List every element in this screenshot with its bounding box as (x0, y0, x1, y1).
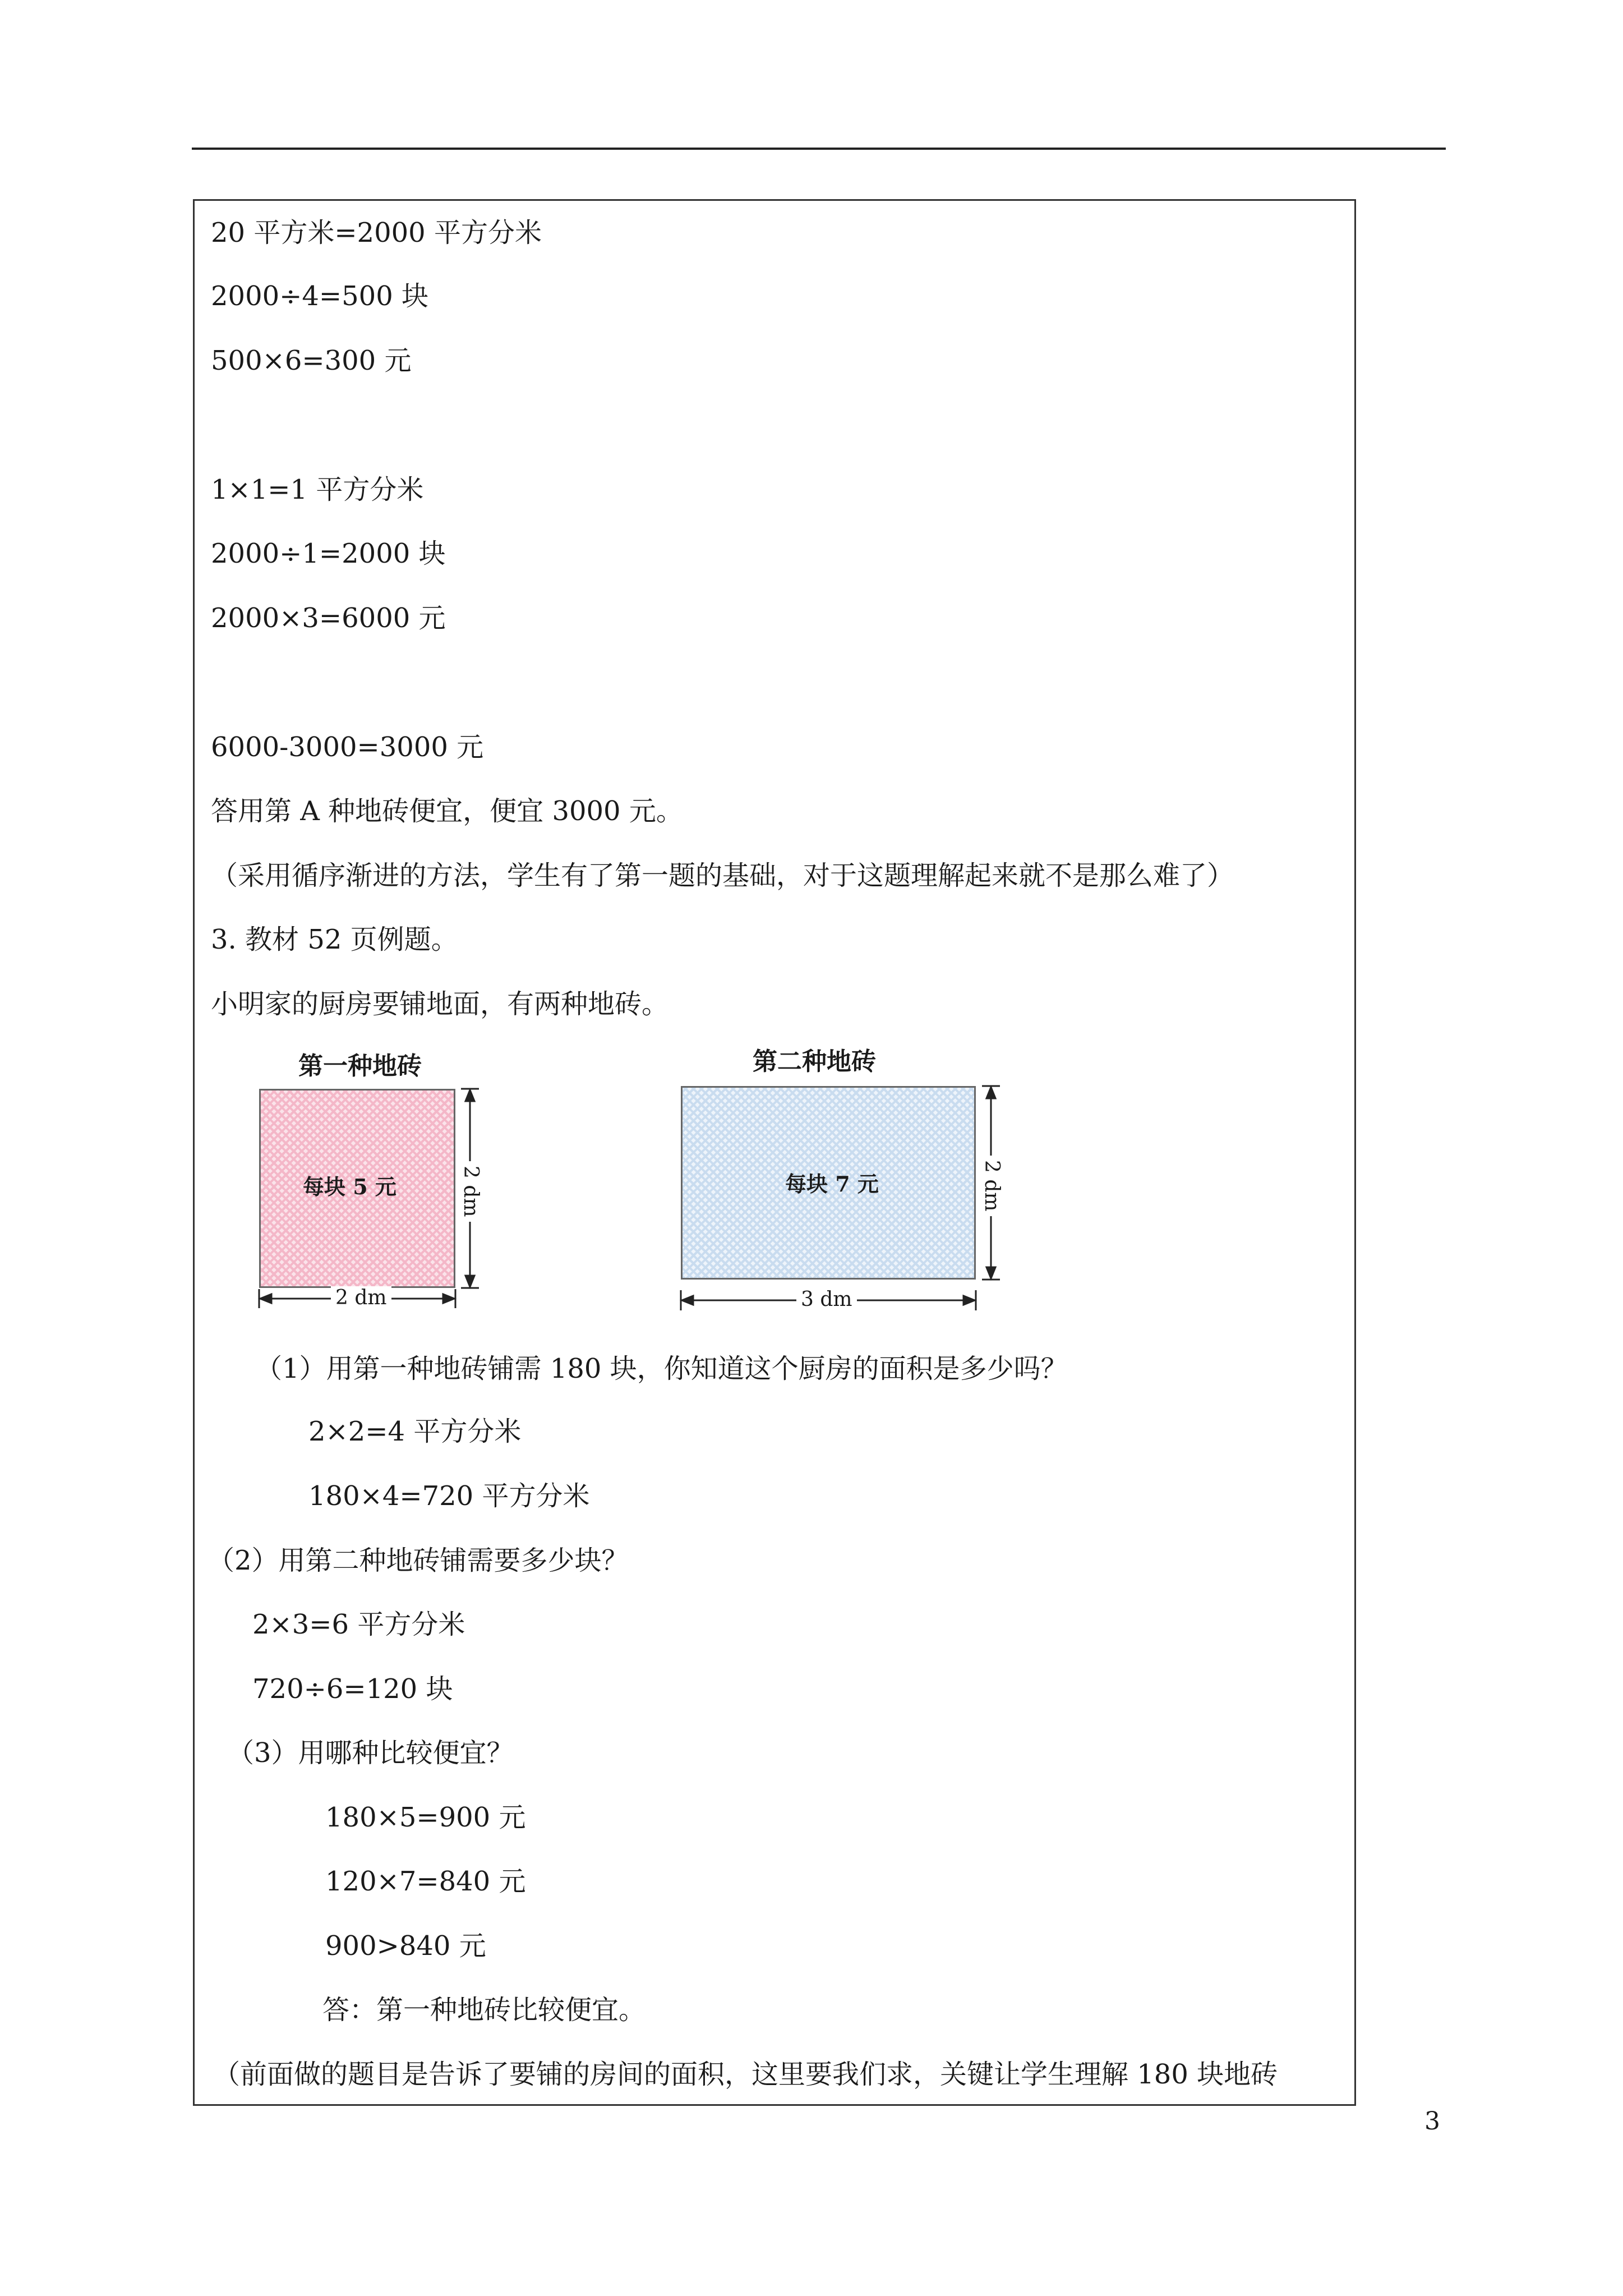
arrowhead (963, 1296, 975, 1305)
arrowhead (465, 1090, 474, 1101)
text-line: 2000×3=6000 元 (211, 602, 446, 634)
text-line: （采用循序渐进的方法，学生有了第一题的基础，对于这题理解起来就不是那么难了） (211, 860, 1234, 891)
text-line: 2000÷4=500 块 (211, 280, 429, 312)
text-line: （1）用第一种地砖铺需 180 块，你知道这个厨房的面积是多少吗？ (255, 1353, 1068, 1384)
text-line: 2000÷1=2000 块 (211, 538, 446, 569)
text-line: （3）用哪种比较便宜？ (227, 1737, 514, 1769)
tile-a-title: 第一种地砖 (298, 1052, 422, 1080)
arrowhead (986, 1087, 995, 1098)
arrowhead (465, 1276, 474, 1287)
arrowhead (986, 1267, 995, 1278)
text-line: 答：第一种地砖比较便宜。 (322, 1994, 646, 2026)
text-line: 720÷6=120 块 (252, 1673, 453, 1705)
text-line: 180×5=900 元 (325, 1802, 526, 1833)
text-line: 2×2=4 平方分米 (308, 1416, 522, 1447)
tile-b-title: 第二种地砖 (753, 1047, 876, 1076)
text-line: 900>840 元 (325, 1930, 486, 1962)
text-line: 6000-3000=3000 元 (211, 731, 484, 763)
tile-b-price: 每块 7 元 (785, 1171, 879, 1197)
tile-a-width-label: 2 dm (331, 1286, 391, 1309)
text-line: （2）用第二种地砖铺需要多少块？ (208, 1545, 629, 1576)
arrowhead (443, 1294, 454, 1303)
tile-a-price: 每块 5 元 (303, 1174, 396, 1199)
page-number: 3 (1424, 2107, 1440, 2136)
text-line: 180×4=720 平方分米 (308, 1480, 590, 1512)
text-line: 1×1=1 平方分米 (211, 474, 424, 505)
text-line: 2×3=6 平方分米 (252, 1609, 465, 1640)
text-line: 答用第 A 种地砖便宜，便宜 3000 元。 (211, 795, 683, 827)
tile-b-height-label: 2 dm (980, 1156, 1003, 1216)
text-line: 120×7=840 元 (325, 1866, 526, 1897)
text-line: （前面做的题目是告诉了要铺的房间的面积，这里要我们求，关键让学生理解 180 块地砖 (213, 2059, 1278, 2090)
arrowhead (682, 1296, 693, 1305)
tile-a-height-label: 2 dm (459, 1161, 482, 1222)
text-line: 小明家的厨房要铺地面，有两种地砖。 (211, 988, 669, 1020)
text-line: 20 平方米=2000 平方分米 (211, 217, 542, 249)
text-line: 500×6=300 元 (211, 345, 412, 376)
tile-b-width-label: 3 dm (796, 1288, 857, 1311)
text-line: 3. 教材 52 页例题。 (211, 924, 458, 955)
arrowhead (260, 1294, 271, 1303)
